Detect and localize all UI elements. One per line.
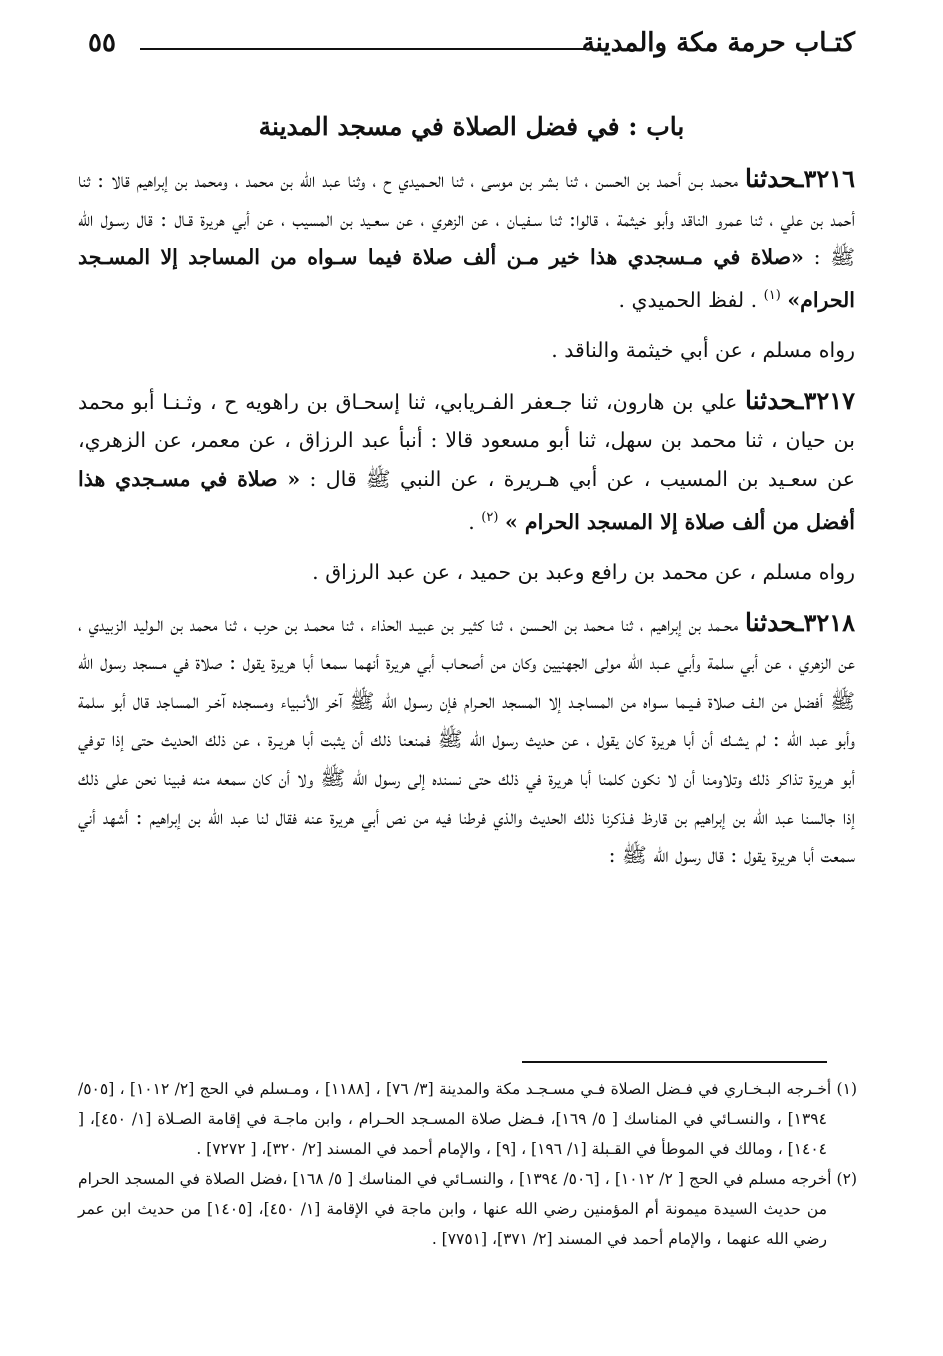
hadith-3217: [78, 382, 855, 541]
footnote-ref: (٢): [481, 509, 499, 525]
footnote-ref: (١): [763, 287, 781, 303]
chapter-title: باب : في فضل الصلاة في مسجد المدينة: [258, 112, 685, 141]
hadith-text: محـمد بن إبراهيم ، ثنا مـحمد بن الحـسن ، ثنا كثيـر بن عبيـد الحذاء ، ثنا محمـد بن حرب ، ثنا محمد بن الـوليد الزبيدي ، عن الزهري ، عن أبي سلمة وأبي عـبد الله مولى الجهنيين وكان من أصحـاب أبي هريرة أنهما سمعا أبا هريرة يقول : صلاة في مـسجد رسول الله ﷺ أفضل من الـف صلاة فـيـما سـواه من المساجـد إلا المسجد الحـرام فإن رسـول الله ﷺ آخر الأنـبياء ومسجده آخـر المساجد قال أبو سلمة وأبو عبد الله : لم يشـك أن أبا هريرة كان يقول ، عن حديث رسول الله ﷺ فمنعنا ذلك أن يثبت أبا هريـرة ، عن ذلك الحديث حتى إذا توفي أبو هريرة تذاكر ذلك وتلاومنا أن لا نكون كلمنا أبا هريرة في ذلك حتى نسنده إلى رسول الله ﷺ ولا أن كان سمعه منه فبينا نحن على ذلك إذا جالسنا عبد الله بن إبراهيم بن قارظ فـذكرنا ذلك الحديث والذي فرطنا فيه من نص أبي هريرة عنه فقال لنا عبد الله بن إبراهيم : أشهد أني سمعت أبا هريرة يقول : قال رسول الله ﷺ :: [78, 611, 855, 868]
hadith-isnad: علي بن هارون، ثنا جـعفر الفـريابي، ثنا إسحـاق بن راهويه ح ، وثـنـا أبو محمد بن حيان ، ثنا محمد بن سهل، ثنا أبو مسعود قالا : أنبأ عبد الرزاق ، عن معمر، عن الزهري، عن سعـيد بن المسيب ، عن أبي هـريرة ، عن النبي ﷺ قال :: [78, 389, 855, 491]
hadith-matn: « صلاة في مسـجدي هذا أفضل من ألف صلاة إلا المسجد الحرام »: [78, 466, 855, 534]
hadith-isnad: محمد بـن أحمد بن الحسن ، ثنا بشر بن موسى ، ثنا الحـميدي ح ، وثنا عبد الله بن محمد ، ومحمد بن إبراهيم قالا : ثنا أحمد بن علي ، ثنا عمرو الناقد وأبو خيثمة ، قالوا: ثنا سـفيـان ، عن الزهري ، عن سعـيد بن المسيب ، عن أبي هريرة قـال : قال رسـول الله ﷺ :: [78, 168, 855, 270]
hadith-tail: . لفظ الحميدي .: [618, 287, 764, 312]
haddathana-word: حدثنا: [745, 385, 797, 415]
footnote-2: (٢) أخرجه مسلم في الحج [ ٢/ ١٠١٢] ، [٥٠٦/ ١٣٩٤] ، والنسـائي في المناسك [ ٥/ ١٦٨] ،فضل الصلاة في المسجد الحرام من حديث السيدة ميمونة أم المؤمنين رضي الله عنها ، وابن ماجة في الإقامة [١/ ٤٥٠]، [١٤٠٥] من حديث ابن عمر رضي الله عنهما ، والإمام أحمد في المسند [٢/ ٣٧١]، [٧٧٥١] .: [78, 1170, 857, 1248]
haddathana-word: حدثنا: [745, 607, 797, 637]
book-title: كتـاب حرمة مكة والمدينة: [581, 28, 855, 58]
running-header: [88, 28, 855, 68]
body-text: [78, 160, 855, 875]
hadith-matn: «صلاة في مـسجدي هذا خير مـن ألف صلاة فيما سـواه من المساجد إلا المسـجد الحرام»: [78, 245, 855, 312]
haddathana-word: حدثنا: [745, 164, 797, 193]
hadith-3216: [78, 160, 855, 319]
hadith-number: ٣٢١٧ـ: [796, 385, 855, 415]
header-rule: [140, 48, 590, 50]
riwaya-line: رواه مسلم ، عن أبي خيثمة والناقد .: [551, 338, 855, 363]
riwaya-line: رواه مسلم ، عن محمد بن رافع وعبد بن حميد ، عن عبد الرزاق .: [312, 560, 855, 584]
footnote-separator: [522, 1061, 827, 1063]
hadith-number: ٣٢١٨ـ: [796, 607, 855, 637]
page-number: ٥٥: [88, 28, 116, 58]
hadith-3218: [78, 604, 855, 875]
hadith-tail: .: [468, 509, 482, 534]
footnotes: [78, 1074, 857, 1254]
hadith-number: ٣٢١٦ـ: [796, 164, 855, 193]
footnote-1: (١) أخـرجه البـخـاري في فـضل الصلاة فـي مسـجـد مكة والمدينة [٣/ ٧٦] ، [١١٨٨] ، ومـسلم في الحج [٢/ ١٠١٢] ، [٥٠٥/ ١٣٩٤] ، والنسـائي في المناسك [ ٥/ ١٦٩]، فـضل صلاة المسـجد الحـرام ، وابن ماجـة في إقامة الصـلاة [١/ ٤٥٠]، [ ١٤٠٤] ، ومالك في الموطأ في القـبلة [١/ ١٩٦] ، [٩] ، والإمام أحمد في المسند [٢/ ٣٢٠]، [ ٧٢٧٢] .: [78, 1080, 857, 1158]
